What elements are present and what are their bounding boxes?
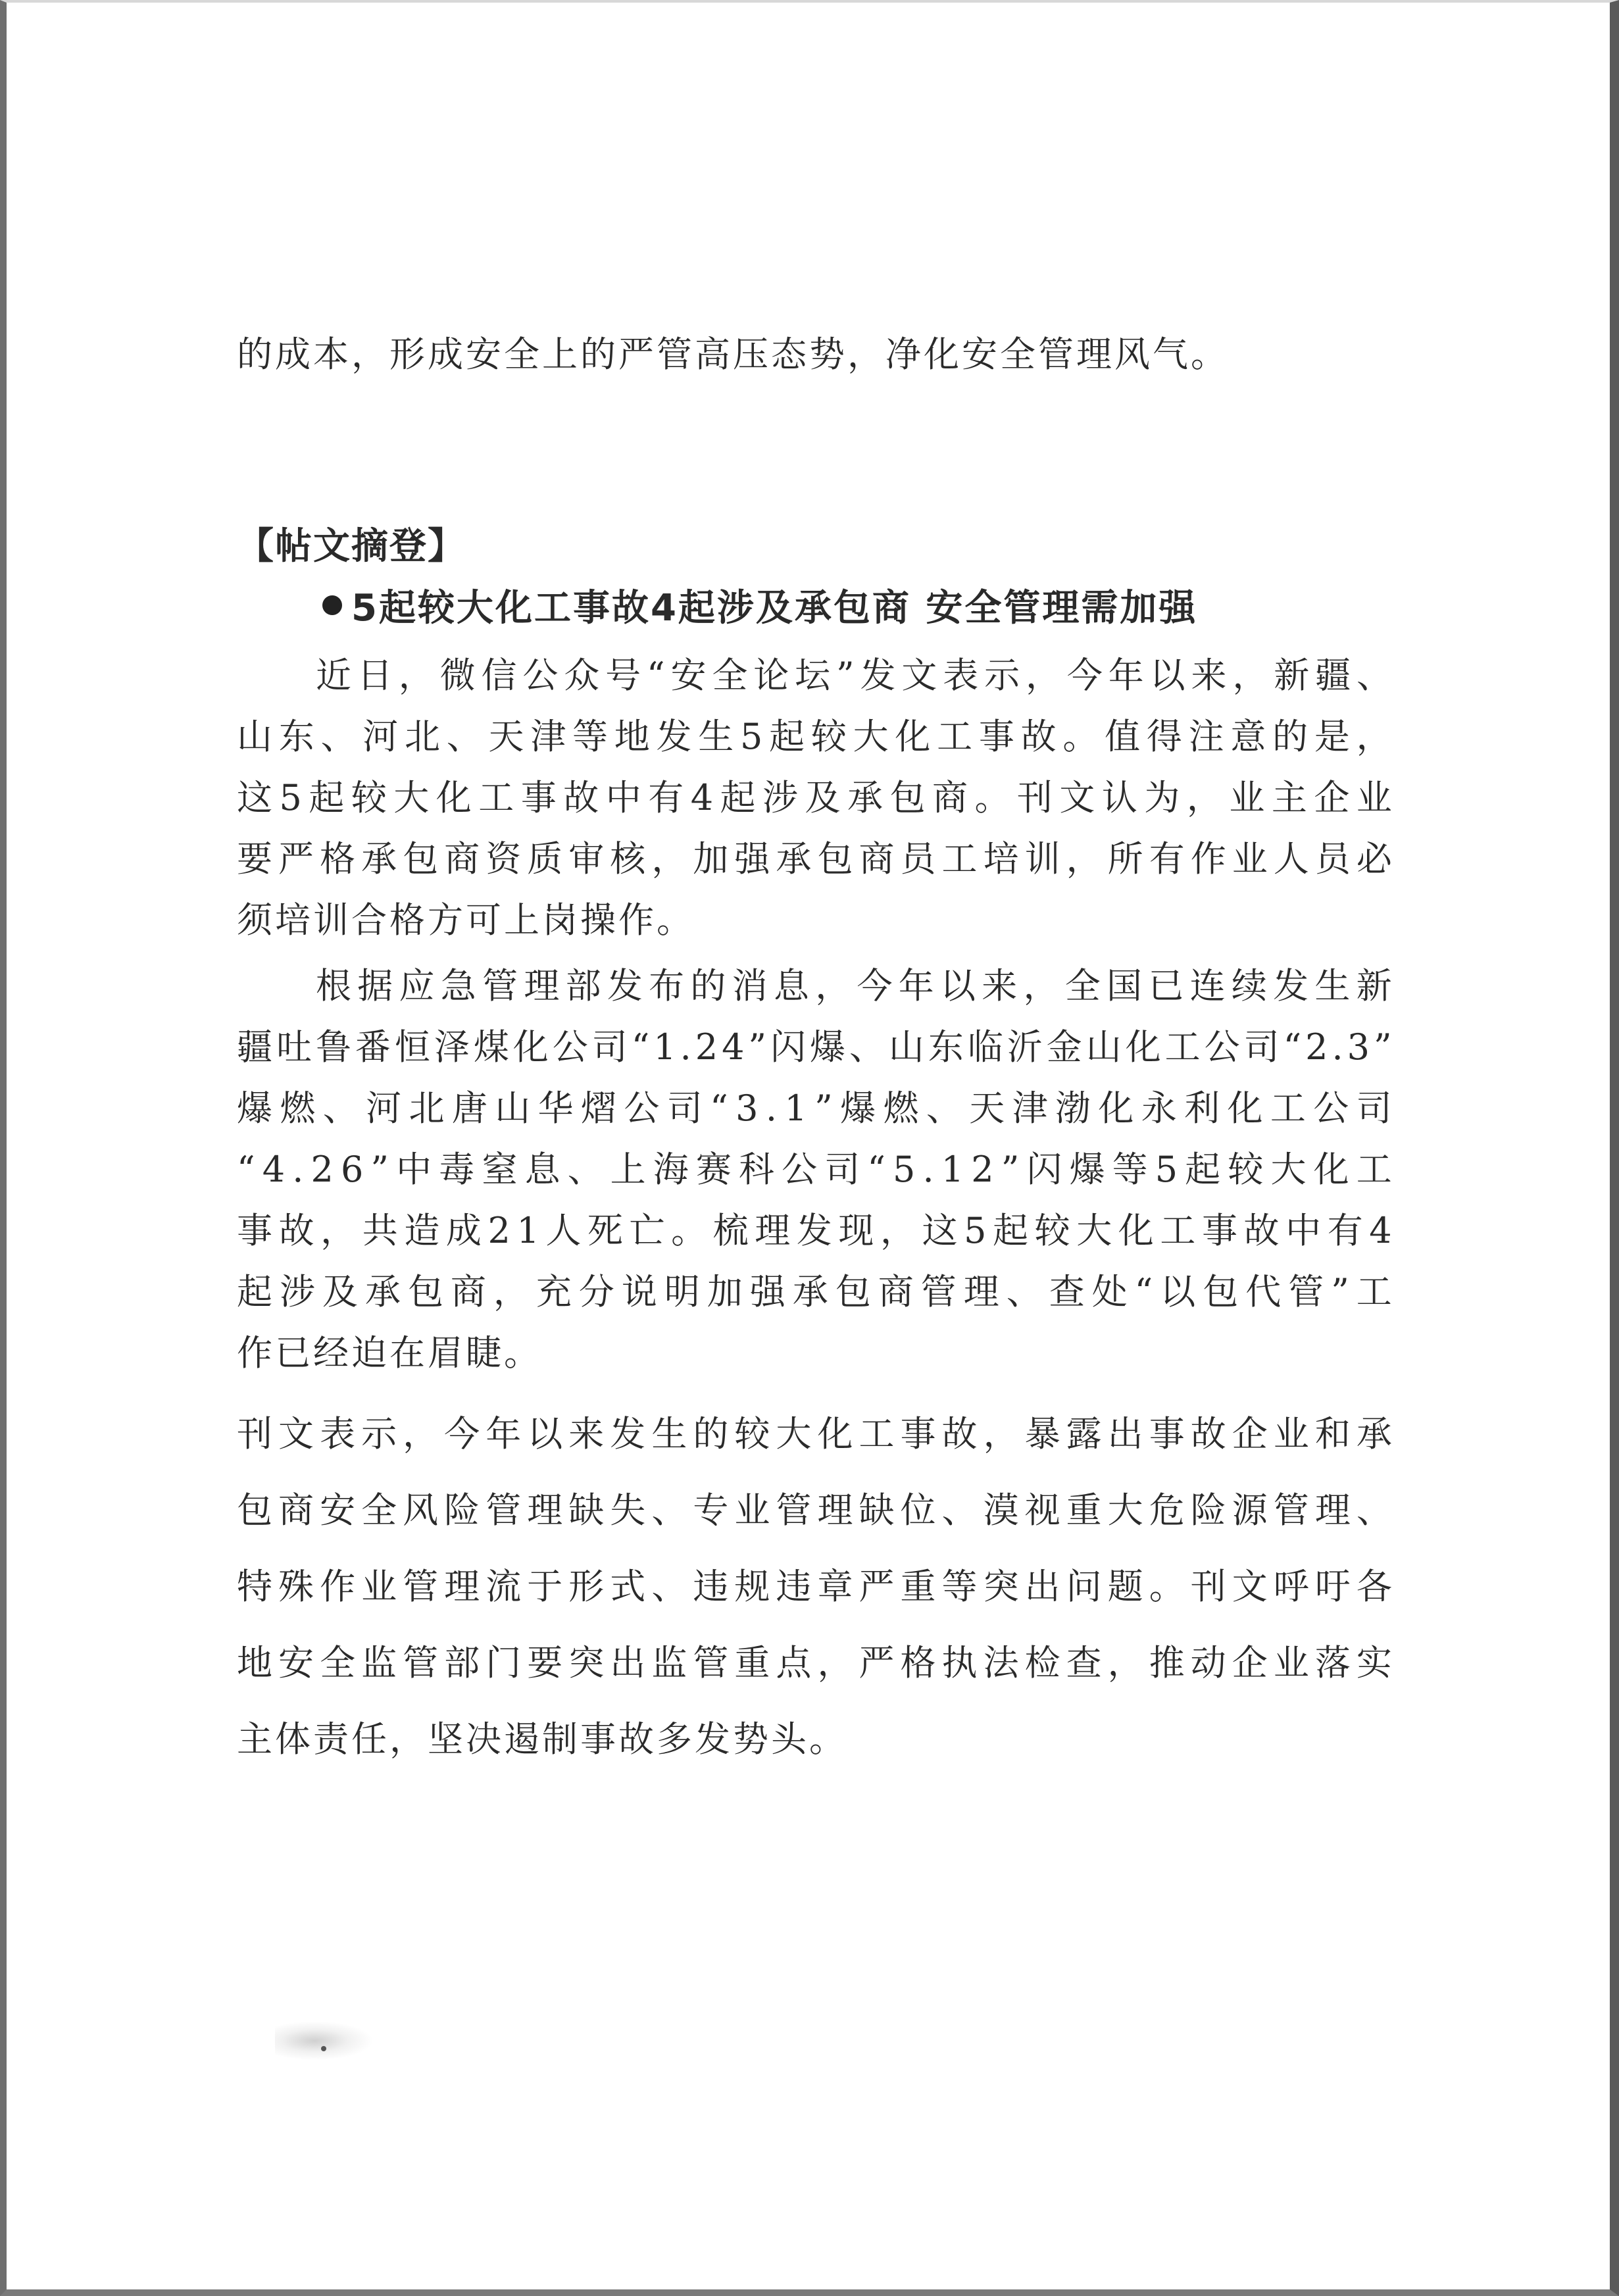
paragraph-line: 事 故 ， 共 造 成 2 1 人 死 亡 。 梳 理 发 现 ， 这 5 起 较 大 化 工 事 故 中 有 4 (237, 1210, 1395, 1251)
article-paragraph-3 (237, 1396, 1395, 1778)
bullet-icon (322, 595, 342, 615)
article-paragraph-2 (237, 955, 1395, 1384)
paragraph-line: 须培训合格方可上岗操作。 (237, 899, 695, 941)
section-header: 【帖文摘登】 (237, 525, 466, 568)
paragraph-line: 作已经迫在眉睫。 (237, 1332, 542, 1374)
paragraph-line: 疆 吐 鲁 番 恒 泽 煤 化 公 司 “ 1 . 2 4 ” 闪 爆 、 山 东 临 沂 金 山 化 工 公 司 “ 2 . 3 ” (237, 1026, 1395, 1068)
paragraph-line: 要 严 格 承 包 商 资 质 审 核 ， 加 强 承 包 商 员 工 培 训 ， 所 有 作 业 人 员 必 (237, 838, 1395, 880)
paragraph-line: 地 安 全 监 管 部 门 要 突 出 监 管 重 点 ， 严 格 执 法 检 查 ， 推 动 企 业 落 实 (237, 1642, 1395, 1684)
paragraph-line: 特 殊 作 业 管 理 流 于 形 式 、 违 规 违 章 严 重 等 突 出 问 题 。 刊 文 呼 吁 各 (237, 1566, 1395, 1607)
article-paragraph-1 (237, 645, 1395, 951)
paragraph-line: 山 东 、 河 北 、 天 津 等 地 发 生 5 起 较 大 化 工 事 故 。 值 得 注 意 的 是 ， (237, 716, 1395, 757)
scan-smudge (275, 2021, 374, 2060)
paragraph-line: 近 日 ， 微 信 公 众 号 “ 安 全 论 坛 ” 发 文 表 示 ， 今 年 以 来 ， 新 疆 、 (316, 655, 1395, 696)
paragraph-line: 主体责任，坚决遏制事故多发势头。 (237, 1718, 847, 1760)
intro-continuation (237, 325, 1395, 384)
paragraph-line: “ 4 . 2 6 ” 中 毒 窒 息 、 上 海 赛 科 公 司 “ 5 . 1 2 ” 闪 爆 等 5 起 较 大 化 工 (237, 1149, 1395, 1190)
paragraph-line: 爆 燃 、 河 北 唐 山 华 熠 公 司 “ 3 . 1 ” 爆 燃 、 天 津 渤 化 永 利 化 工 公 司 (237, 1087, 1395, 1129)
paragraph-line: 这 5 起 较 大 化 工 事 故 中 有 4 起 涉 及 承 包 商 。 刊 文 认 为 ， 业 主 企 业 (237, 777, 1395, 818)
article-title-text: 5起较大化工事故4起涉及承包商 安全管理需加强 (351, 587, 1198, 630)
paragraph-line: 根 据 应 急 管 理 部 发 布 的 消 息 ， 今 年 以 来 ， 全 国 已 连 续 发 生 新 (316, 965, 1395, 1007)
paragraph-line: 刊 文 表 示 ， 今 年 以 来 发 生 的 较 大 化 工 事 故 ， 暴 露 出 事 故 企 业 和 承 (237, 1413, 1395, 1455)
paragraph-line: 包 商 安 全 风 险 管 理 缺 失 、 专 业 管 理 缺 位 、 漠 视 重 大 危 险 源 管 理 、 (237, 1489, 1395, 1531)
intro-line: 的成本，形成安全上的严管高压态势，净化安全管理风气。 (237, 334, 1229, 375)
article-title (322, 579, 1197, 632)
scan-smudge-dot (321, 2046, 326, 2051)
paragraph-line: 起 涉 及 承 包 商 ， 充 分 说 明 加 强 承 包 商 管 理 、 查 处 “ 以 包 代 管 ” 工 (237, 1271, 1395, 1312)
